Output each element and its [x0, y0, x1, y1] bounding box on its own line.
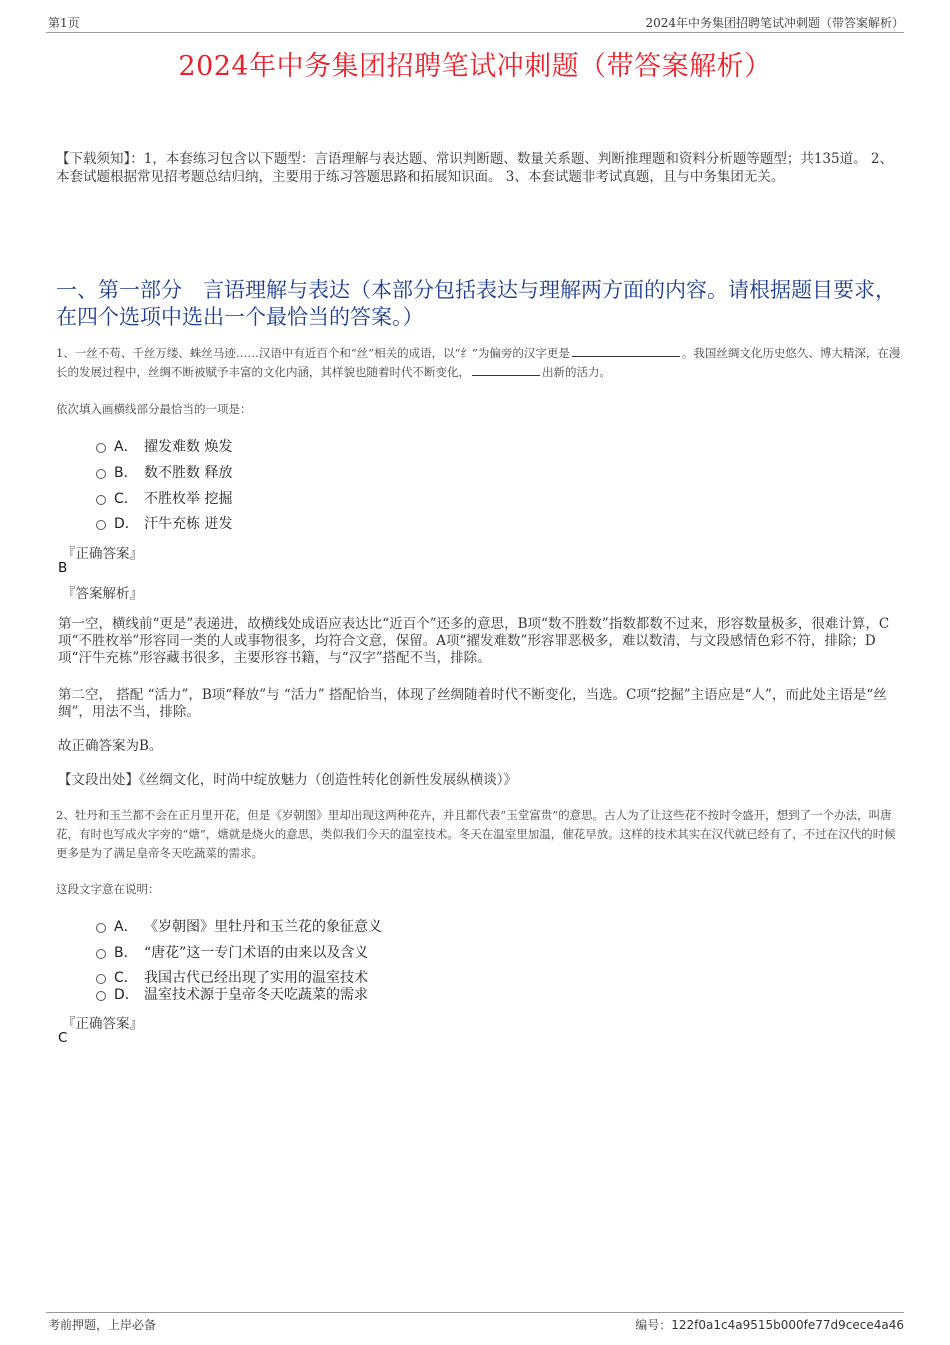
code-label: 编号： [635, 1318, 672, 1332]
document-code [635, 1316, 904, 1333]
radio-icon[interactable] [96, 443, 106, 453]
question-1-text [56, 344, 902, 382]
fill-blank-1 [572, 344, 680, 357]
answer-heading-2: 『正确答案』 [62, 1016, 143, 1032]
question-1-text-b: 。我国丝绸文化历史悠久、博大精深，在漫长的发展过程中，丝绸不断被赋予丰富的文化内涵，其样貌也随着时代不断变化， [56, 346, 901, 379]
radio-icon[interactable] [96, 520, 106, 530]
radio-icon[interactable] [96, 974, 106, 984]
question-2-option-c[interactable]: C． 我国古代已经出现了实用的温室技术 [96, 967, 368, 987]
analysis-paragraph-2: 第二空， 搭配 “活力”，B项“释放”与 “活力” 搭配恰当，体现了丝绸随着时代不断变化，当选。C项“挖掘”主语应是“人”，而此处主语是“丝绸”，用法不当，排除。 [58, 687, 887, 720]
section-heading: 一、第一部分 言语理解与表达（本部分包括表达与理解两方面的内容。请根据题目要求，在四个选项中选出一个最恰当的答案。） [56, 278, 896, 329]
question-1-option-b[interactable]: B． 数不胜数 释放 [96, 462, 232, 482]
header-divider [46, 32, 904, 33]
analysis-paragraph-1: 第一空，横线前“更是”表递进，故横线处成语应表达比“近百个”还多的意思，B项“数不胜数”指数都数不过来，形容数量极多，很难计算，C项“不胜枚举”形容同一类的人或事物很多，均符合文意，保留。A项“擢发难数”形容罪恶极多，难以数清，与文段感情色彩不符，排除；D项“汗牛充栋”形容藏书很多，主要形容书籍，与“汉字”搭配不当，排除。 [58, 616, 890, 666]
download-notice: 【下载须知】：1，本套练习包含以下题型：言语理解与表达题、常识判断题、数量关系题、判断推理题和资料分析题等题型；共135道。 2、本套试题根据常见招考题总结归纳，主要用于练习答题思路和拓展知识面。 3、本套试题非考试真题，且与中务集团无关。 [56, 151, 893, 185]
question-1-option-d[interactable]: D． 汗牛充栋 迸发 [96, 513, 232, 533]
question-2-option-a[interactable]: A． 《岁朝图》里牡丹和玉兰花的象征意义 [96, 916, 382, 936]
question-1-option-a[interactable]: A． 擢发难数 焕发 [96, 436, 232, 456]
footer-divider [46, 1312, 904, 1313]
question-2-option-d[interactable]: D． 温室技术源于皇帝冬天吃蔬菜的需求 [96, 984, 368, 1004]
correct-answer: B [58, 560, 68, 576]
question-1-prompt: 依次填入画横线部分最恰当的一项是： [56, 402, 252, 416]
question-1-option-c[interactable]: C． 不胜枚举 挖掘 [96, 488, 232, 508]
correct-answer-2: C [58, 1030, 68, 1046]
question-2-option-b[interactable]: B． “唐花”这一专门术语的由来以及含义 [96, 942, 368, 962]
radio-icon[interactable] [96, 923, 106, 933]
analysis-conclusion: 故正确答案为B。 [58, 738, 163, 754]
answer-heading: 『正确答案』 [62, 546, 143, 562]
header-doc-title: 2024年中务集团招聘笔试冲刺题（带答案解析） [645, 16, 904, 30]
code-value: 122f0a1c4a9515b000fe77d9cece4a46 [671, 1318, 904, 1332]
radio-icon[interactable] [96, 991, 106, 1001]
question-2-prompt: 这段文字意在说明： [56, 882, 160, 896]
question-1-text-c: 出新的活力。 [542, 365, 611, 379]
question-2-text: 2、牡丹和玉兰都不会在正月里开花，但是《岁朝图》里却出现这两种花卉，并且都代表“玉堂富贵”的意思。古人为了让这些花不按时令盛开，想到了一个办法，叫唐花，有时也写成火字旁的“煻”，煻就是烧火的意思，类似我们今天的温室技术。冬天在温室里加温，催花早放。这样的技术其实在汉代就已经有了，不过在汉代的时候更多是为了满足皇帝冬天吃蔬菜的需求。 [56, 808, 896, 860]
fill-blank-2 [472, 363, 540, 376]
footer-slogan: 考前押题，上岸必备 [48, 1318, 157, 1332]
radio-icon[interactable] [96, 495, 106, 505]
radio-icon[interactable] [96, 469, 106, 479]
page-title: 2024年中务集团招聘笔试冲刺题（带答案解析） [178, 51, 772, 82]
question-1-text-a: 1、一丝不苟、千丝万缕、蛛丝马迹……汉语中有近百个和“丝”相关的成语，以“纟”为偏旁的汉字更是 [56, 346, 570, 360]
radio-icon[interactable] [96, 949, 106, 959]
text-source: 【文段出处】《丝绸文化，时尚中绽放魅力（创造性转化创新性发展纵横谈）》 [58, 772, 517, 788]
analysis-heading: 『答案解析』 [62, 586, 143, 602]
page-number: 第1页 [48, 16, 80, 30]
